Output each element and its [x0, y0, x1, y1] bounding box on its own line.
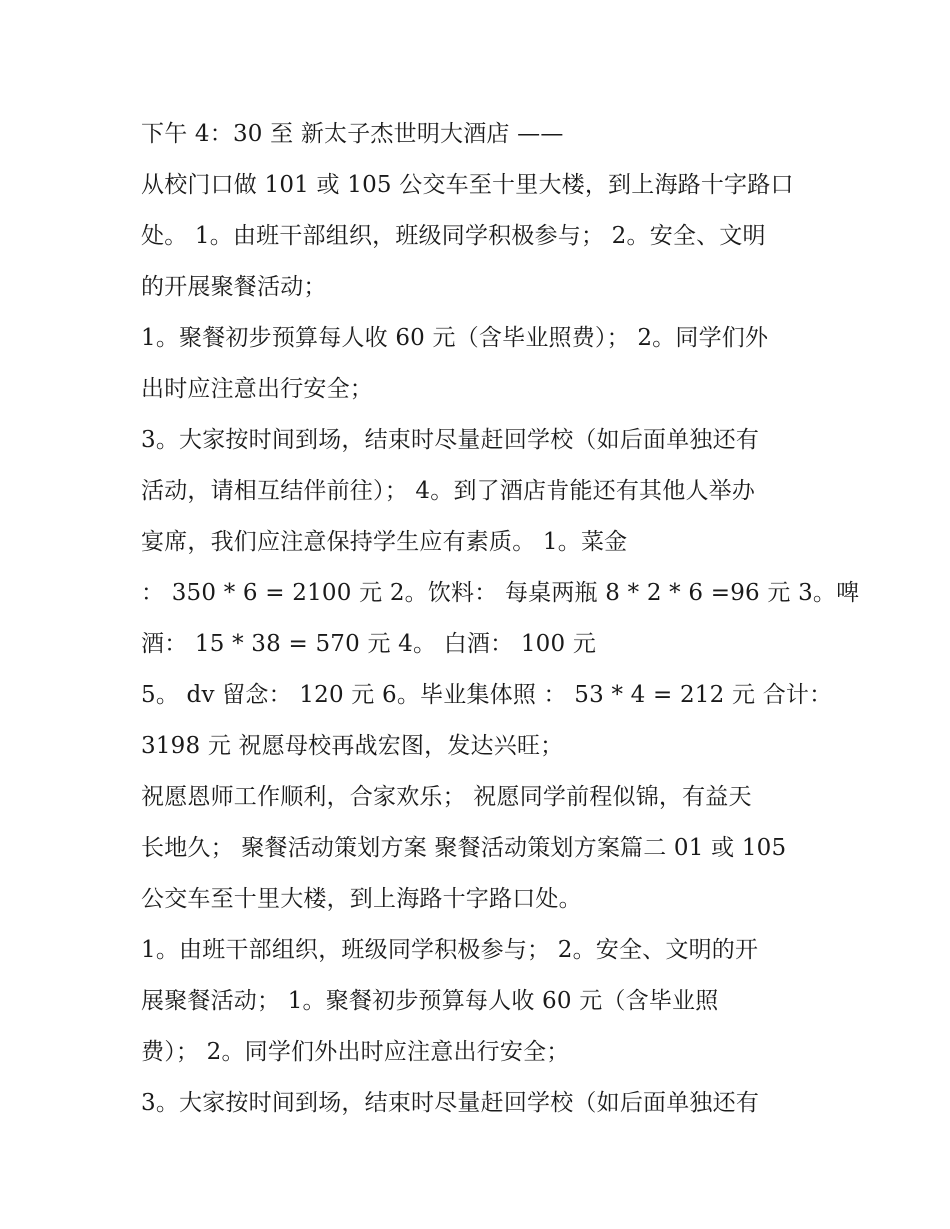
text-line-12: 5。 dv 留念： 120 元 6。毕业集体照 ： 53 * 4 = 212 元 合计： [141, 682, 833, 708]
text-line-8: 活动，请相互结伴前往）； 4。到了酒店肯能还有其他人举办 [141, 478, 756, 504]
text-line-18: 展聚餐活动； 1。聚餐初步预算每人收 60 元（含毕业照 [141, 988, 719, 1014]
text-line-2: 从校门口做 101 或 105 公交车至十里大楼，到上海路十字路口 [141, 172, 794, 198]
text-line-17: 1。由班干部组织，班级同学积极参与； 2。安全、文明的开 [141, 937, 759, 963]
text-line-20: 3。大家按时间到场，结束时尽量赶回学校（如后面单独还有 [141, 1090, 760, 1116]
text-line-16: 公交车至十里大楼，到上海路十字路口处。 [141, 886, 582, 912]
text-line-5: 1。聚餐初步预算每人收 60 元（含毕业照费）； 2。同学们外 [141, 325, 769, 351]
text-line-14: 祝愿恩师工作顺利，合家欢乐； 祝愿同学前程似锦，有益天 [141, 784, 752, 810]
text-line-1: 下午 4：30 至 新太子杰世明大酒店 —— [141, 121, 564, 147]
document-body [141, 109, 860, 1129]
text-line-4: 的开展聚餐活动； [141, 274, 327, 300]
text-line-11: 酒： 15 * 38 = 570 元 4。 白酒： 100 元 [141, 631, 597, 657]
text-line-19: 费）； 2。同学们外出时应注意出行安全； [141, 1039, 570, 1065]
text-line-9: 宴席，我们应注意保持学生应有素质。 1。菜金 [141, 529, 628, 555]
text-line-3: 处。 1。由班干部组织，班级同学积极参与； 2。安全、文明 [141, 223, 766, 249]
text-line-10: ： 350 * 6 = 2100 元 2。饮料： 每桌两瓶 8 * 2 * 6 =96 元 3。啤 [141, 580, 860, 606]
text-line-15: 长地久； 聚餐活动策划方案 聚餐活动策划方案篇二 01 或 105 [141, 835, 787, 861]
text-line-13: 3198 元 祝愿母校再战宏图，发达兴旺； [141, 733, 564, 759]
text-line-6: 出时应注意出行安全； [141, 376, 373, 402]
text-line-7: 3。大家按时间到场，结束时尽量赶回学校（如后面单独还有 [141, 427, 760, 453]
